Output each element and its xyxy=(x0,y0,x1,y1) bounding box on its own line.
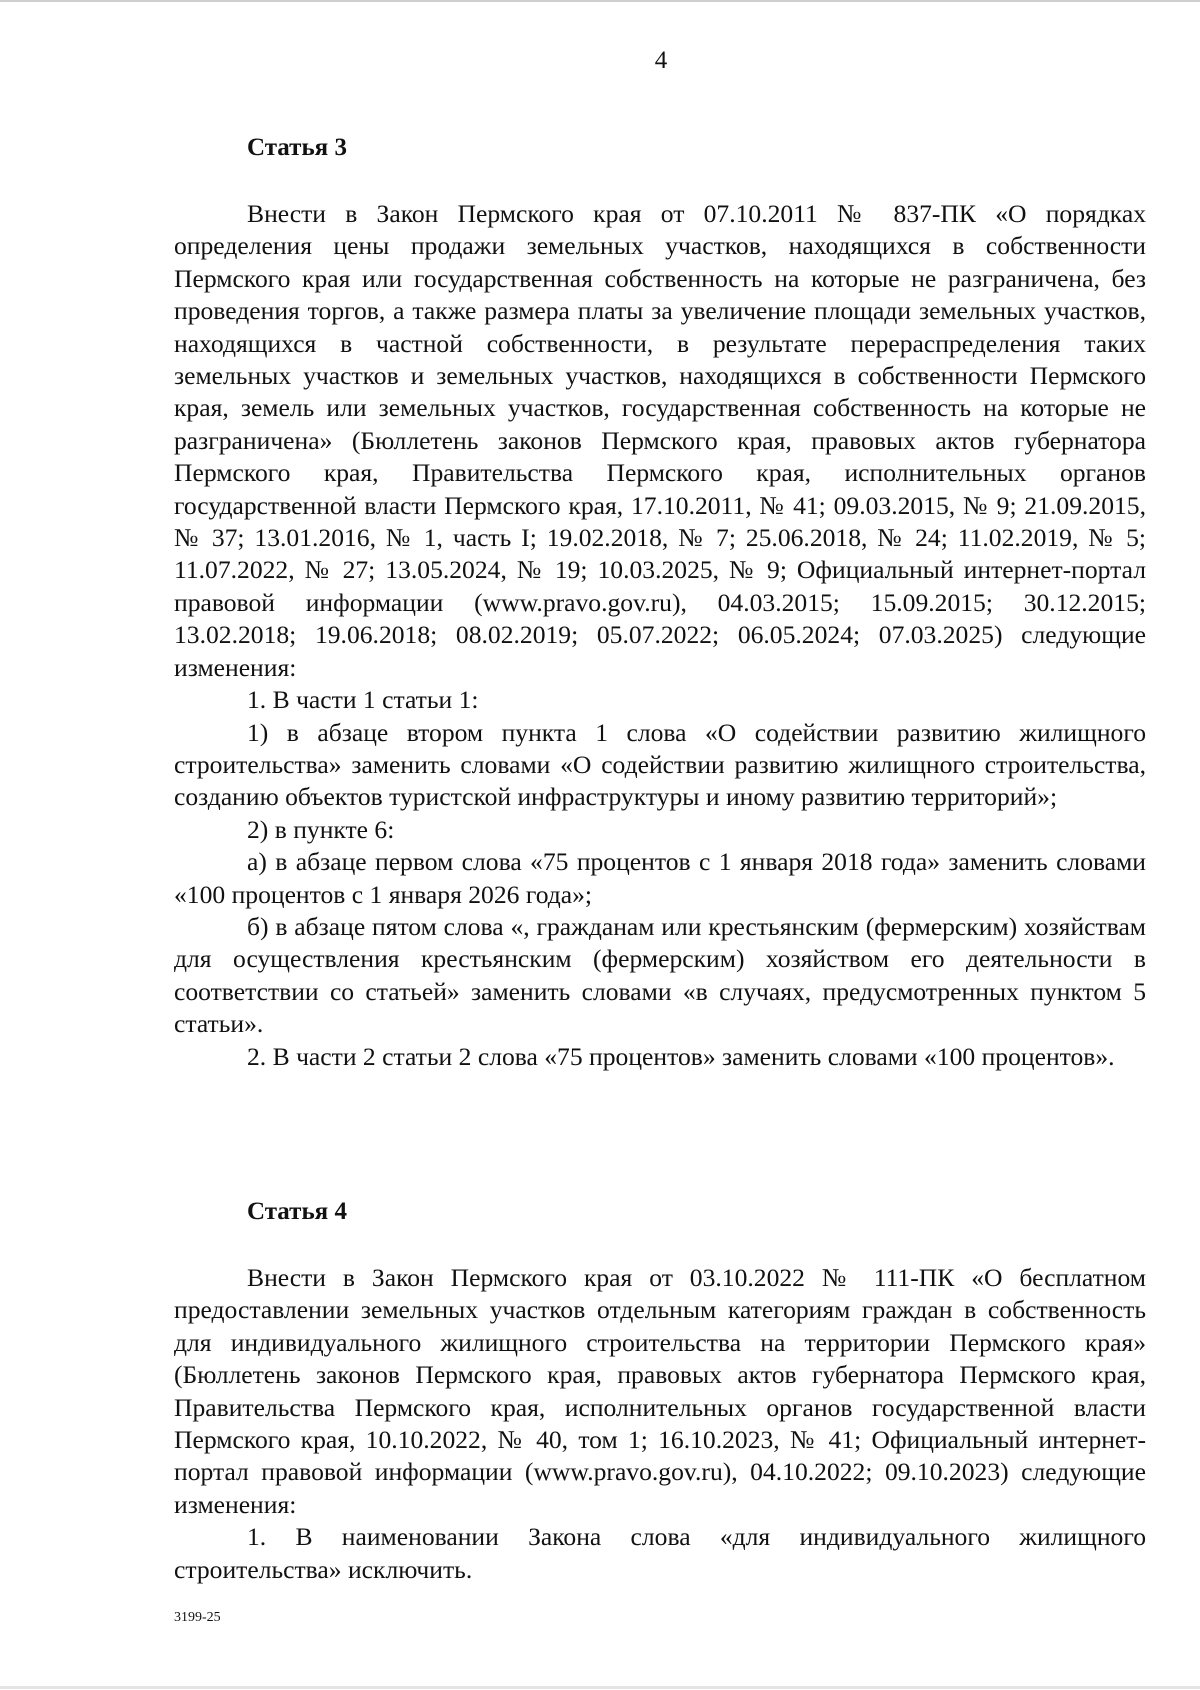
article-3-paragraph: 1) в абзаце втором пункта 1 слова «О содействии развитию жилищного строительства» заменить словами «О содействии развитию жилищного строительства, созданию объектов туристской инфраструктуры и иному развитию территорий»; xyxy=(174,717,1146,812)
article-3-heading: Статья 3 xyxy=(247,134,347,161)
article-3-paragraph: Внести в Закон Пермского края от 07.10.2011 № 837-ПК «О порядках определения цены продажи земельных участков, находящихся в собственности Пермского края или государственная собственность на которые не разграничена, без проведения торгов, а также размера платы за увеличение площади земельных участков, находящихся в частной собственности, в результате перераспределения таких земельных участков и земельных участков, находящихся в собственности Пермского края, земель или земельных участков, государственная собственность на которые не разграничена» (Бюллетень законов Пермского края, правовых актов губернатора Пермского края, Правительства Пермского края, исполнительных органов государственной власти Пермского края, 17.10.2011, № 41; 09.03.2015, № 9; 21.09.2015, № 37; 13.01.2016, № 1, часть I; 19.02.2018, № 7; 25.06.2018, № 24; 11.02.2019, № 5; 11.07.2022, № 27; 13.05.2024, № 19; 10.03.2025, № 9; Официальный интернет-портал правовой информации (www.pravo.gov.ru), 04.03.2015; 15.09.2015; 30.12.2015; 13.02.2018; 19.06.2018; 08.02.2019; 05.07.2022; 06.05.2024; 07.03.2025) следующие изменения: xyxy=(174,199,1146,682)
article-4-heading: Статья 4 xyxy=(247,1198,347,1225)
article-3-body xyxy=(174,198,1146,1073)
document-code: 3199-25 xyxy=(174,1610,221,1625)
article-3-paragraph: б) в абзаце пятом слова «, гражданам или крестьянским (фермерским) хозяйствам для осуществления крестьянским (фермерским) хозяйством его деятельности в соответствии со статьей» заменить словами «в случаях, предусмотренных пунктом 5 статьи». xyxy=(174,911,1146,1039)
article-3-paragraph: а) в абзаце первом слова «75 процентов с 1 января 2018 года» заменить словами «100 процентов с 1 января 2026 года»; xyxy=(174,847,1146,909)
scan-edge-bottom xyxy=(0,1686,1200,1689)
article-3-paragraph: 2) в пункте 6: xyxy=(247,814,395,844)
scan-edge-top xyxy=(0,0,1200,2)
article-4-body xyxy=(174,1262,1146,1586)
article-3-paragraph: 2. В части 2 статьи 2 слова «75 процентов» заменить словами «100 процентов». xyxy=(247,1041,1115,1071)
article-4-paragraph: 1. В наименовании Закона слова «для индивидуального жилищного строительства» исключить. xyxy=(174,1522,1146,1584)
page-number: 4 xyxy=(654,47,668,74)
article-4-paragraph: Внести в Закон Пермского края от 03.10.2022 № 111-ПК «О бесплатном предоставлении земельных участков отдельным категориям граждан в собственность для индивидуального жилищного строительства на территории Пермского края» (Бюллетень законов Пермского края, правовых актов губернатора Пермского края, Правительства Пермского края, исполнительных органов государственной власти Пермского края, 10.10.2022, № 40, том 1; 16.10.2023, № 41; Официальный интернет-портал правовой информации (www.pravo.gov.ru), 04.10.2022; 09.10.2023) следующие изменения: xyxy=(174,1263,1146,1519)
article-3-paragraph: 1. В части 1 статьи 1: xyxy=(247,685,479,715)
